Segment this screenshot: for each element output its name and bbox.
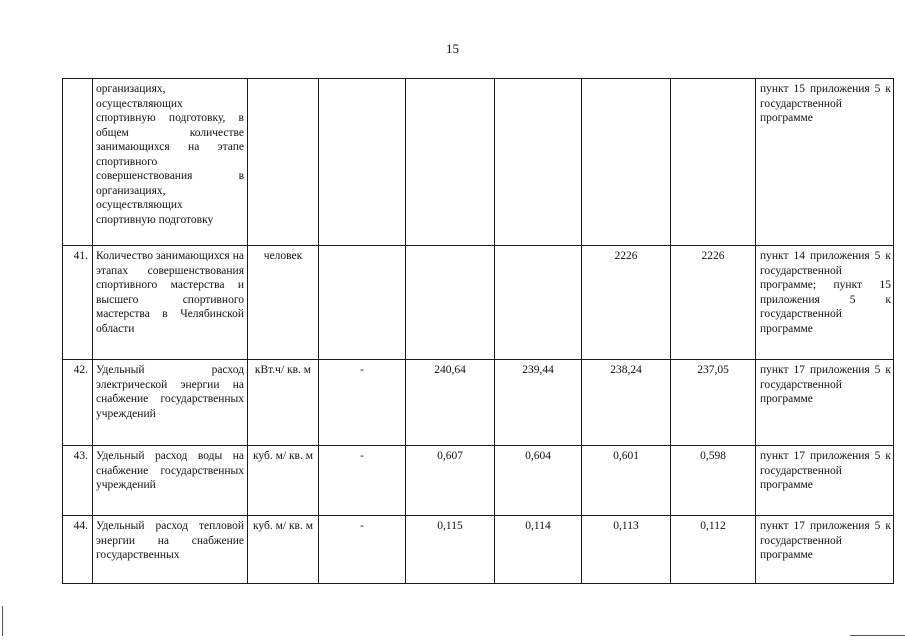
value-cell: 0,112	[671, 516, 756, 584]
row-number: 43.	[63, 446, 93, 516]
note-cell: пункт 17 приложения 5 к государственной программе	[756, 360, 894, 446]
unit-cell: человек	[248, 246, 319, 360]
value-cell: 237,05	[671, 360, 756, 446]
note-cell: пункт 17 приложения 5 к государственной программе	[756, 516, 894, 584]
row-number: 44.	[63, 516, 93, 584]
value-cell: 0,113	[582, 516, 671, 584]
unit-cell: кВт.ч/ кв. м	[248, 360, 319, 446]
indicator-name: Удельный расход воды на снабжение государственных учреждений	[93, 446, 248, 516]
unit-cell: куб. м/ кв. м	[248, 446, 319, 516]
value-cell	[406, 79, 495, 246]
row-number	[63, 79, 93, 246]
value-cell: 239,44	[495, 360, 582, 446]
value-cell: 238,24	[582, 360, 671, 446]
note-cell: пункт 15 приложения 5 к государственной программе	[756, 79, 894, 246]
value-cell: 0,607	[406, 446, 495, 516]
value-cell: -	[319, 516, 406, 584]
value-cell: 0,601	[582, 446, 671, 516]
value-cell	[406, 246, 495, 360]
indicator-name: Количество занимающихся на этапах совершенствования спортивного мастерства и высшего спортивного мастерства в Челябинской области	[93, 246, 248, 360]
indicator-name: организациях, осуществляющих спортивную подготовку, в общем количестве занимающихся на этапе спортивного совершенствования в организациях, осуществляющих спортивную подготовку	[93, 79, 248, 246]
unit-cell: куб. м/ кв. м	[248, 516, 319, 584]
table-row	[63, 446, 894, 516]
value-cell	[319, 79, 406, 246]
note-cell: пункт 14 приложения 5 к государственной программе; пункт 15 приложения 5 к государственной программе	[756, 246, 894, 360]
value-cell: 0,114	[495, 516, 582, 584]
indicator-name: Удельный расход электрической энергии на снабжение государственных учреждений	[93, 360, 248, 446]
value-cell	[495, 246, 582, 360]
table-row	[63, 360, 894, 446]
indicator-name: Удельный расход тепловой энергии на снабжение государственных	[93, 516, 248, 584]
value-cell: 0,604	[495, 446, 582, 516]
value-cell: -	[319, 360, 406, 446]
row-number: 41.	[63, 246, 93, 360]
value-cell: 0,598	[671, 446, 756, 516]
value-cell: 240,64	[406, 360, 495, 446]
value-cell: 2226	[671, 246, 756, 360]
table-row	[63, 246, 894, 360]
note-cell: пункт 17 приложения 5 к государственной программе	[756, 446, 894, 516]
scan-artifact-left	[2, 606, 3, 636]
value-cell: 2226	[582, 246, 671, 360]
value-cell	[319, 246, 406, 360]
page-number: 15	[446, 41, 459, 56]
table-row	[63, 79, 894, 246]
unit-cell	[248, 79, 319, 246]
scan-artifact-bottom	[850, 635, 905, 636]
value-cell: 0,115	[406, 516, 495, 584]
indicators-table	[62, 78, 894, 584]
value-cell	[582, 79, 671, 246]
value-cell: -	[319, 446, 406, 516]
table-row	[63, 516, 894, 584]
value-cell	[671, 79, 756, 246]
value-cell	[495, 79, 582, 246]
row-number: 42.	[63, 360, 93, 446]
